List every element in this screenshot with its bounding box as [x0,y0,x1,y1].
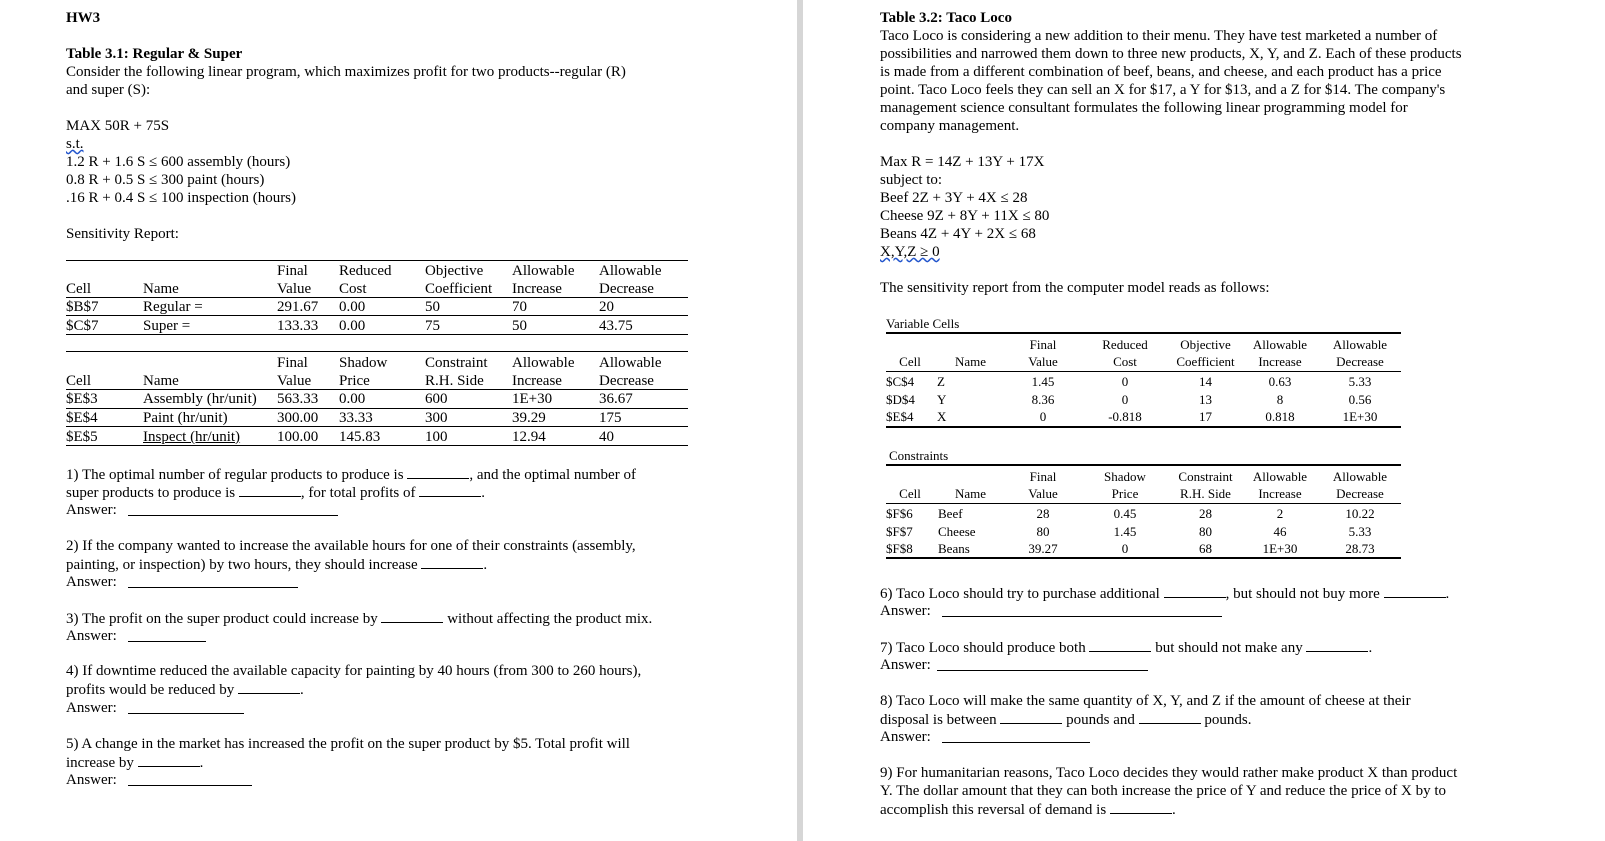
table-cell: X [937,409,947,424]
table-rule [886,371,1401,372]
question-text: pounds. [1204,712,1252,728]
table-cell: 80 [1036,524,1050,539]
table-cell: 0 [1121,392,1129,407]
question-1 [66,465,636,484]
table-cell: Inspect (hr/unit) [143,429,241,445]
table-cell: $E$5 [66,429,98,445]
table-cell: -0.818 [1108,409,1142,424]
table-cell: Regular = [143,299,203,315]
answer-label: Answer: [66,700,117,716]
table-cell: Super = [143,318,191,334]
table-cell: 14 [1199,374,1212,389]
table-cell: 0 [1039,409,1047,424]
table-cell: 1E+30 [1262,541,1298,556]
table-cell: 33.33 [339,410,373,426]
table-rule [886,464,1401,466]
answer-blank[interactable] [1164,584,1226,598]
question-text: without affecting the product mix. [447,611,653,627]
intro-line: is made from a different combination of beef, beans, and cheese, and each product has a price [880,64,1442,80]
table-cell: 8.36 [1031,392,1055,407]
question-2-line-2 [66,555,487,574]
left-page [0,0,797,841]
table-rule [886,426,1401,428]
table-cell: 133.33 [277,318,319,334]
model-nonnegativity: X,Y,Z ≥ 0 [880,244,940,260]
table-cell: $C$7 [66,318,99,334]
table-rule [66,260,688,261]
constraint-paint: 0.8 R + 0.5 S ≤ 300 paint (hours) [66,172,265,188]
col-header: Price [339,373,370,389]
answer-blank[interactable] [1000,710,1062,724]
table-cell: 0.63 [1268,374,1292,389]
col-header: Increase [512,281,562,297]
intro-line: management science consultant formulates the following linear programming model for [880,100,1408,116]
table-cell: 36.67 [599,391,633,407]
col-header: Reduced [1102,337,1148,352]
model-objective: Max R = 14Z + 13Y + 17X [880,154,1045,170]
question-text: super products to produce is [66,485,236,501]
intro-line-1: Consider the following linear program, which maximizes profit for two products--regular (R) [66,64,626,80]
answer-blank[interactable] [381,609,443,623]
col-header: Cost [1113,354,1137,369]
table-cell: Paint (hr/unit) [143,410,228,426]
col-header: Decrease [599,281,654,297]
table-rule [66,334,688,335]
answer-blank[interactable] [419,483,481,497]
question-7 [880,638,1372,657]
question-8: 8) Taco Loco will make the same quantity of X, Y, and Z if the amount of cheese at their [880,693,1411,709]
table-cell: $B$7 [66,299,99,315]
table-cell: 13 [1199,392,1212,407]
col-header: Shadow [1104,469,1146,484]
col-header: Price [1111,486,1139,501]
subject-to: s.t. [66,136,84,152]
question-5-line-2 [66,753,203,772]
table-cell: 39.27 [1028,541,1058,556]
col-header: Decrease [1336,486,1384,501]
col-header: Final [277,355,308,371]
question-text: . [1445,586,1450,602]
col-header: Shadow [339,355,388,371]
col-header: Allowable [599,263,662,279]
table-rule [66,445,688,446]
table-cell: 10.22 [1345,506,1375,521]
table-cell: 40 [599,429,614,445]
question-text: disposal is between [880,712,997,728]
question-text: , and the optimal number of [469,467,636,483]
question-text: . [481,485,485,501]
answer-blank[interactable] [1306,638,1368,652]
constraint-inspection: .16 R + 0.4 S ≤ 100 inspection (hours) [66,190,297,206]
question-text: 1) The optimal number of regular products to produce is [66,467,404,483]
intro-line: point. Taco Loco feels they can sell an X for $17, a Y for $13, and a Z for $14. The company's [880,82,1446,98]
table-rule [886,503,1401,504]
col-header: Objective [425,263,484,279]
col-header: Constraint [1178,469,1233,484]
answer-blank[interactable] [239,483,301,497]
question-text: increase by [66,755,134,771]
question-text: . [1368,640,1373,656]
table-cell: 39.29 [512,410,546,426]
col-header: Name [143,373,179,389]
intro-line-2: and super (S): [66,82,151,98]
table-cell: 0.00 [339,299,366,315]
hw-title: HW3 [66,10,101,26]
table-cell: $F$7 [886,524,913,539]
question-4-line-2 [66,680,304,699]
col-header: Name [143,281,179,297]
intro-line: company management. [880,118,1020,134]
table-cell: $D$4 [886,392,915,407]
question-text: 6) Taco Loco should try to purchase additional [880,586,1160,602]
table-cell: $E$3 [66,391,98,407]
question-text: . [483,557,488,573]
col-header: Value [277,281,312,297]
table-cell: $E$4 [886,409,914,424]
col-header: Reduced [339,263,392,279]
answer-label: Answer: [66,574,117,590]
table-cell: 1E+30 [1342,409,1378,424]
answer-blank[interactable] [407,465,469,479]
answer-label: Answer: [880,657,931,673]
table-cell: 175 [599,410,622,426]
table-cell: 0.45 [1113,506,1137,521]
table-cell: 291.67 [277,299,319,315]
col-header: Allowable [1252,469,1308,484]
answer-blank[interactable] [1384,584,1446,598]
constraints-label: Constraints [889,448,949,463]
table-cell: 68 [1199,541,1212,556]
answer-field[interactable] [128,587,298,588]
question-text: , for total profits of [300,485,416,501]
col-header: Decrease [1336,354,1384,369]
question-text: painting, or inspection) by two hours, they should increase [66,557,418,573]
question-text: . [199,755,204,771]
question-text: 3) The profit on the super product could increase by [66,611,378,627]
table-cell: Assembly (hr/unit) [143,391,257,407]
table-cell: 2 [1276,506,1284,521]
table-cell: 28 [1199,506,1212,521]
table-cell: 0.56 [1348,392,1372,407]
answer-blank[interactable] [1089,638,1151,652]
col-header: Increase [1258,486,1302,501]
table-cell: 563.33 [277,391,319,407]
answer-field[interactable] [128,515,338,516]
model-beans: Beans 4Z + 4Y + 2X ≤ 68 [880,226,1036,242]
answer-field[interactable] [128,785,252,786]
table-rule [66,426,688,427]
table-cell: 0 [1121,541,1129,556]
answer-field[interactable] [942,742,1090,743]
col-header: R.H. Side [425,373,484,389]
table-cell: 5.33 [1348,524,1372,539]
sensitivity-report-label: Sensitivity Report: [66,226,179,242]
col-header: Allowable [512,263,575,279]
table-cell: 28.73 [1345,541,1375,556]
col-header: Cell [899,486,921,501]
answer-blank[interactable] [238,680,300,694]
col-header: Name [954,354,987,369]
table-cell: 145.83 [339,429,381,445]
table-cell: 17 [1199,409,1212,424]
table-cell: Cheese [938,524,976,539]
col-header: Constraint [425,355,488,371]
table-cell: 50 [512,318,527,334]
table-cell: $C$4 [886,374,915,389]
col-header: Objective [1180,337,1231,352]
col-header: Final [1029,469,1057,484]
table-cell: $F$6 [886,506,913,521]
answer-blank[interactable] [1139,710,1201,724]
table-3-2-title: Table 3.2: Taco Loco [880,10,1012,26]
table-cell: 0.00 [339,391,366,407]
answer-label: Answer: [66,628,117,644]
table-cell: Z [937,374,945,389]
question-text: pounds and [1066,712,1135,728]
table-cell: 5.33 [1348,374,1372,389]
question-5: 5) A change in the market has increased the profit on the super product by $5. Total profit will [66,736,630,752]
col-header: Value [1028,354,1058,369]
model-cheese: Cheese 9Z + 8Y + 11X ≤ 80 [880,208,1050,224]
col-header: Allowable [1332,337,1388,352]
table-cell: 600 [425,391,448,407]
table-cell: Y [937,392,947,407]
table-cell: 0.00 [339,318,366,334]
col-header: Allowable [1252,337,1308,352]
table-cell: 0 [1121,374,1129,389]
table-cell: 75 [425,318,440,334]
question-2: 2) If the company wanted to increase the available hours for one of their constraints (assembly, [66,538,636,554]
question-4: 4) If downtime reduced the available capacity for painting by 40 hours (from 300 to 260 hours), [66,663,642,679]
answer-blank[interactable] [1110,800,1172,814]
table-cell: 12.94 [512,429,546,445]
answer-field[interactable] [937,670,1148,671]
col-header: Increase [1258,354,1302,369]
question-text: accomplish this reversal of demand is [880,802,1107,818]
answer-label: Answer: [880,603,931,619]
col-header: Cell [66,373,91,389]
table-cell: 28 [1036,506,1050,521]
table-cell: 100.00 [277,429,319,445]
table-cell: 1.45 [1113,524,1137,539]
col-header: Name [954,486,987,501]
question-3 [66,609,652,628]
intro-line: possibilities and narrowed them down to three new products, X, Y, and Z. Each of these products [880,46,1462,62]
table-cell: 300 [425,410,448,426]
question-9-line-2: Y. The dollar amount that they can both increase the price of Y and reduce the price of X by to [880,783,1447,799]
answer-blank[interactable] [138,753,200,767]
col-header: Final [1029,337,1057,352]
table-cell: 70 [512,299,527,315]
question-text: . [1171,802,1176,818]
table-cell: 80 [1199,524,1212,539]
table-cell: 1.45 [1031,374,1055,389]
table-cell: Beef [938,506,963,521]
answer-field[interactable] [942,616,1222,617]
col-header: R.H. Side [1180,486,1231,501]
question-text: profits would be reduced by [66,682,235,698]
table-cell: $F$8 [886,541,913,556]
table-cell: 300.00 [277,410,319,426]
variable-cells-label: Variable Cells [886,316,960,331]
question-1-line-2 [66,483,485,502]
table-cell: 1E+30 [512,391,553,407]
question-text: . [300,682,304,698]
table-cell: 20 [599,299,614,315]
col-header: Value [1028,486,1058,501]
col-header: Cost [339,281,367,297]
col-header: Decrease [599,373,654,389]
col-header: Increase [512,373,562,389]
table-rule [66,315,688,316]
question-6 [880,584,1449,603]
answer-label: Answer: [66,502,117,518]
right-page [803,0,1605,841]
constraint-assembly: 1.2 R + 1.6 S ≤ 600 assembly (hours) [66,154,291,170]
table-cell: 50 [425,299,440,315]
col-header: Final [277,263,308,279]
table-cell: 8 [1276,392,1284,407]
table-rule [66,351,688,352]
intro-line: Taco Loco is considering a new addition to their menu. They have test marketed a number of [880,28,1438,44]
question-9-line-3 [880,800,1176,819]
col-header: Cell [899,354,921,369]
table-3-1-title: Table 3.1: Regular & Super [66,46,243,62]
col-header: Coefficient [1176,354,1235,369]
answer-field[interactable] [128,641,206,642]
model-subject-to: subject to: [880,172,943,188]
table-cell: 100 [425,429,448,445]
question-8-line-2 [880,710,1252,729]
table-cell: 0.818 [1265,409,1295,424]
objective-function: MAX 50R + 75S [66,118,170,134]
table-rule [886,332,1401,334]
col-header: Coefficient [425,281,493,297]
question-text: 7) Taco Loco should produce both [880,640,1086,656]
model-beef: Beef 2Z + 3Y + 4X ≤ 28 [880,190,1028,206]
table-cell: $E$4 [66,410,98,426]
table-cell: 43.75 [599,318,633,334]
col-header: Value [277,373,312,389]
col-header: Allowable [1332,469,1388,484]
col-header: Allowable [512,355,575,371]
table-cell: 46 [1273,524,1287,539]
answer-label: Answer: [880,729,931,745]
col-header: Allowable [599,355,662,371]
question-text: , but should not buy more [1225,586,1380,602]
table-cell: Beans [938,541,970,556]
question-9: 9) For humanitarian reasons, Taco Loco decides they would rather make product X than product [880,765,1458,781]
answer-field[interactable] [128,713,244,714]
answer-label: Answer: [66,772,117,788]
table-rule [886,557,1401,559]
answer-blank[interactable] [421,555,483,569]
col-header: Cell [66,281,91,297]
report-intro: The sensitivity report from the computer model reads as follows: [880,280,1270,296]
question-text: but should not make any [1155,640,1303,656]
